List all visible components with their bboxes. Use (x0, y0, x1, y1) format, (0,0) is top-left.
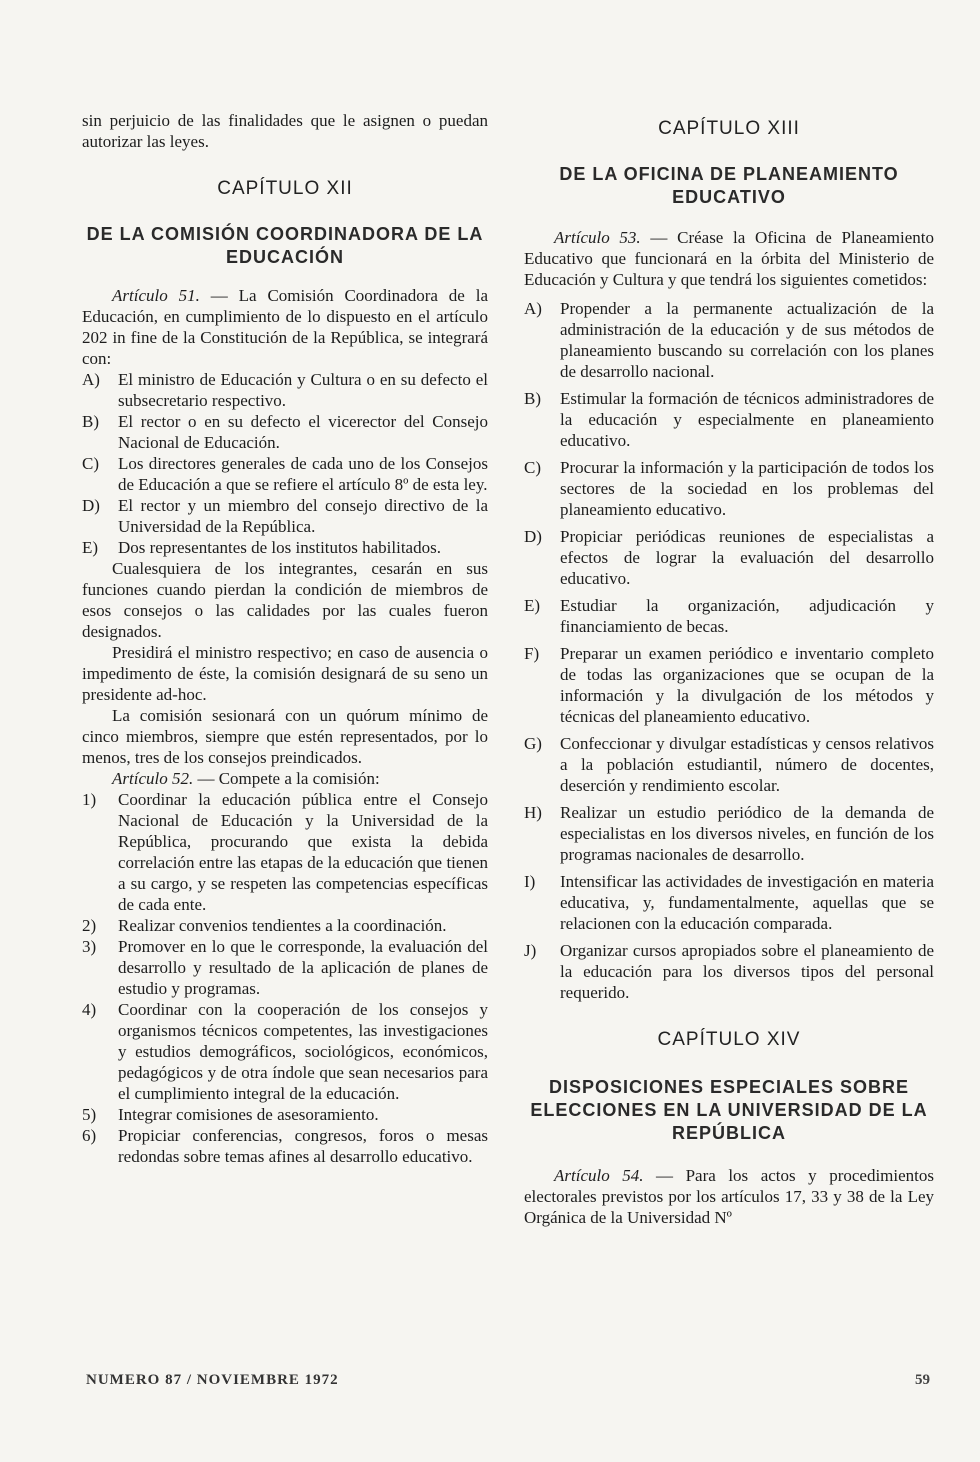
paragraph-quorum: La comisión sesionará con un quórum mínimo de cinco miembros, siempre que estén representados, por lo menos, tres de los consejos preindicados. (82, 706, 488, 767)
item-text: Estimular la formación de técnicos administradores de la educación y especialmente en planeamiento educativo. (560, 389, 934, 450)
item-text: Propiciar conferencias, congresos, foros o mesas redondas sobre temas afines al desarrollo educativo. (118, 1126, 488, 1166)
item-label: 4) (82, 1000, 97, 1019)
item-label: A) (82, 370, 100, 389)
item-text: Organizar cursos apropiados sobre el planeamiento de la educación para los diversos tipos del personal requerido. (560, 941, 934, 1002)
chapter-xiv-title: DISPOSICIONES ESPECIALES SOBRE ELECCIONES EN LA UNIVERSIDAD DE LA REPÚBLICA (530, 1077, 928, 1143)
item-label: E) (82, 538, 99, 557)
item-label: 1) (82, 790, 97, 809)
list-item (524, 526, 934, 589)
item-label: C) (82, 454, 99, 473)
article-52-label: Artículo 52. (112, 769, 194, 788)
article-54-paragraph (524, 1165, 934, 1228)
item-text: Integrar comisiones de asesoramiento. (118, 1105, 379, 1124)
item-text: Preparar un examen periódico e inventario completo de todas las organizaciones que se ocupan de la información y la divulgación de los métodos y técnicas del planeamiento educativo. (560, 644, 934, 726)
article-53-list (524, 298, 934, 1003)
article-53-paragraph (524, 227, 934, 290)
item-text: Propender a la permanente actualización de la administración de la educación y de sus métodos de planeamiento buscando su correlación con los planes de desarrollo nacional. (560, 299, 934, 381)
item-text: Estudiar la organización, adjudicación y financiamiento de becas. (560, 596, 934, 636)
item-label: D) (524, 527, 542, 546)
item-label: F) (524, 644, 540, 663)
list-item (82, 1125, 488, 1167)
item-text: Realizar un estudio periódico de la demanda de especialistas en los diversos niveles, en función de los programas nacionales de desarrollo. (560, 803, 934, 864)
item-text: El rector o en su defecto el vicerector del Consejo Nacional de Educación. (118, 412, 488, 452)
item-text: Coordinar la educación pública entre el Consejo Nacional de Educación y la Universidad de la República, procurando que exista la debida correlación entre las etapas de la educación que tienen a su cargo, y se respeten las competencias específicas de cada ente. (118, 790, 488, 914)
item-label: A) (524, 299, 542, 318)
list-item (82, 369, 488, 411)
list-item (82, 411, 488, 453)
list-item (82, 495, 488, 537)
item-label: 3) (82, 937, 97, 956)
chapter-xiii-heading: CAPÍTULO XIII (658, 118, 800, 139)
article-51-list (82, 369, 488, 558)
list-item (524, 643, 934, 727)
list-item (524, 595, 934, 637)
list-item (82, 1104, 488, 1125)
article-52-list (82, 789, 488, 1167)
item-text: Procurar la información y la participación de todos los sectores de la sociedad en los problemas del planeamiento educativo. (560, 458, 934, 519)
item-text: Propiciar periódicas reuniones de especialistas a efectos de lograr la evaluación del desarrollo educativo. (560, 527, 934, 588)
item-text: Coordinar con la cooperación de los consejos y organismos técnicos competentes, las investigaciones y estudios demográficos, sociológicos, económicos, pedagógicos y de otra índole que sean necesarios para el cumplimiento integral de la educación. (118, 1000, 488, 1103)
intro-paragraph: sin perjuicio de las finalidades que le asignen o puedan autorizar las leyes. (82, 111, 488, 151)
item-label: D) (82, 496, 100, 515)
list-item (82, 915, 488, 936)
article-53-text: — Créase la Oficina de Planeamiento Educativo que funcionará en la órbita del Ministerio de Educación y Cultura y que tendrá los siguientes cometidos: (524, 228, 935, 289)
chapter-xiv-heading: CAPÍTULO XIV (657, 1029, 801, 1050)
list-item (524, 733, 934, 796)
item-label: 6) (82, 1126, 97, 1145)
item-text: Los directores generales de cada uno de los Consejos de Educación a que se refiere el artículo 8º de esta ley. (118, 454, 488, 494)
item-text: El rector y un miembro del consejo directivo de la Universidad de la República. (118, 496, 488, 536)
item-label: I) (524, 872, 536, 891)
article-54-text: — Para los actos y procedimientos electorales previstos por los artículos 17, 33 y 38 de la Ley Orgánica de la Universidad Nº (524, 1166, 935, 1227)
paragraph-presidira: Presidirá el ministro respectivo; en caso de ausencia o impedimento de éste, la comisión designará de su seno un presidente ad-hoc. (82, 643, 488, 704)
item-label: C) (524, 458, 541, 477)
left-column (82, 110, 488, 1167)
item-label: B) (524, 389, 541, 408)
article-51-paragraph (82, 285, 488, 369)
item-text: Promover en lo que le corresponde, la evaluación del desarrollo y resultado de la aplicación de planes de estudio y programas. (118, 937, 488, 998)
item-label: B) (82, 412, 99, 431)
item-text: Confeccionar y divulgar estadísticas y censos relativos a la población estudiantil, número de docentes, deserción y rendimiento escolar. (560, 734, 934, 795)
list-item (82, 789, 488, 915)
item-label: 2) (82, 916, 97, 935)
paragraph-cesaran: Cualesquiera de los integrantes, cesarán en sus funciones cuando pierdan la condición de miembros de esos consejos o las calidades por las cuales fueron designados. (82, 559, 488, 641)
list-item (524, 388, 934, 451)
list-item (82, 537, 488, 558)
right-column (524, 118, 934, 1228)
item-label: G) (524, 734, 542, 753)
article-54-label: Artículo 54. (554, 1166, 644, 1185)
item-text: Dos representantes de los institutos habilitados. (118, 538, 441, 557)
item-text: Realizar convenios tendientes a la coordinación. (118, 916, 447, 935)
list-item (524, 457, 934, 520)
list-item (524, 298, 934, 382)
list-item (524, 802, 934, 865)
chapter-xii-title: DE LA COMISIÓN COORDINADORA DE LA EDUCACIÓN (86, 224, 484, 267)
list-item (524, 940, 934, 1003)
item-label: J) (524, 941, 537, 960)
article-53-label: Artículo 53. (554, 228, 641, 247)
chapter-xiii-title: DE LA OFICINA DE PLANEAMIENTO EDUCATIVO (559, 164, 899, 207)
item-text: Intensificar las actividades de investigación en materia educativa, y, fundamentalmente, aquellas que se relacionen con la educación comparada. (560, 872, 934, 933)
item-label: E) (524, 596, 541, 615)
article-51-text: — La Comisión Coordinadora de la Educación, en cumplimiento de lo dispuesto en el artículo 202 in fine de la Constitución de la República, se integrará con: (82, 286, 489, 368)
chapter-xii-heading: CAPÍTULO XII (217, 178, 353, 199)
item-label: 5) (82, 1105, 97, 1124)
footer-issue: NUMERO 87 / NOVIEMBRE 1972 (86, 1372, 339, 1388)
item-text: El ministro de Educación y Cultura o en su defecto el subsecretario respectivo. (118, 370, 488, 410)
article-51-label: Artículo 51. (112, 286, 200, 305)
list-item (82, 453, 488, 495)
item-label: H) (524, 803, 542, 822)
list-item (524, 871, 934, 934)
article-52-paragraph (82, 768, 488, 789)
page-number: 59 (915, 1372, 930, 1388)
list-item (82, 999, 488, 1104)
list-item (82, 936, 488, 999)
article-52-text: — Compete a la comisión: (193, 769, 380, 788)
